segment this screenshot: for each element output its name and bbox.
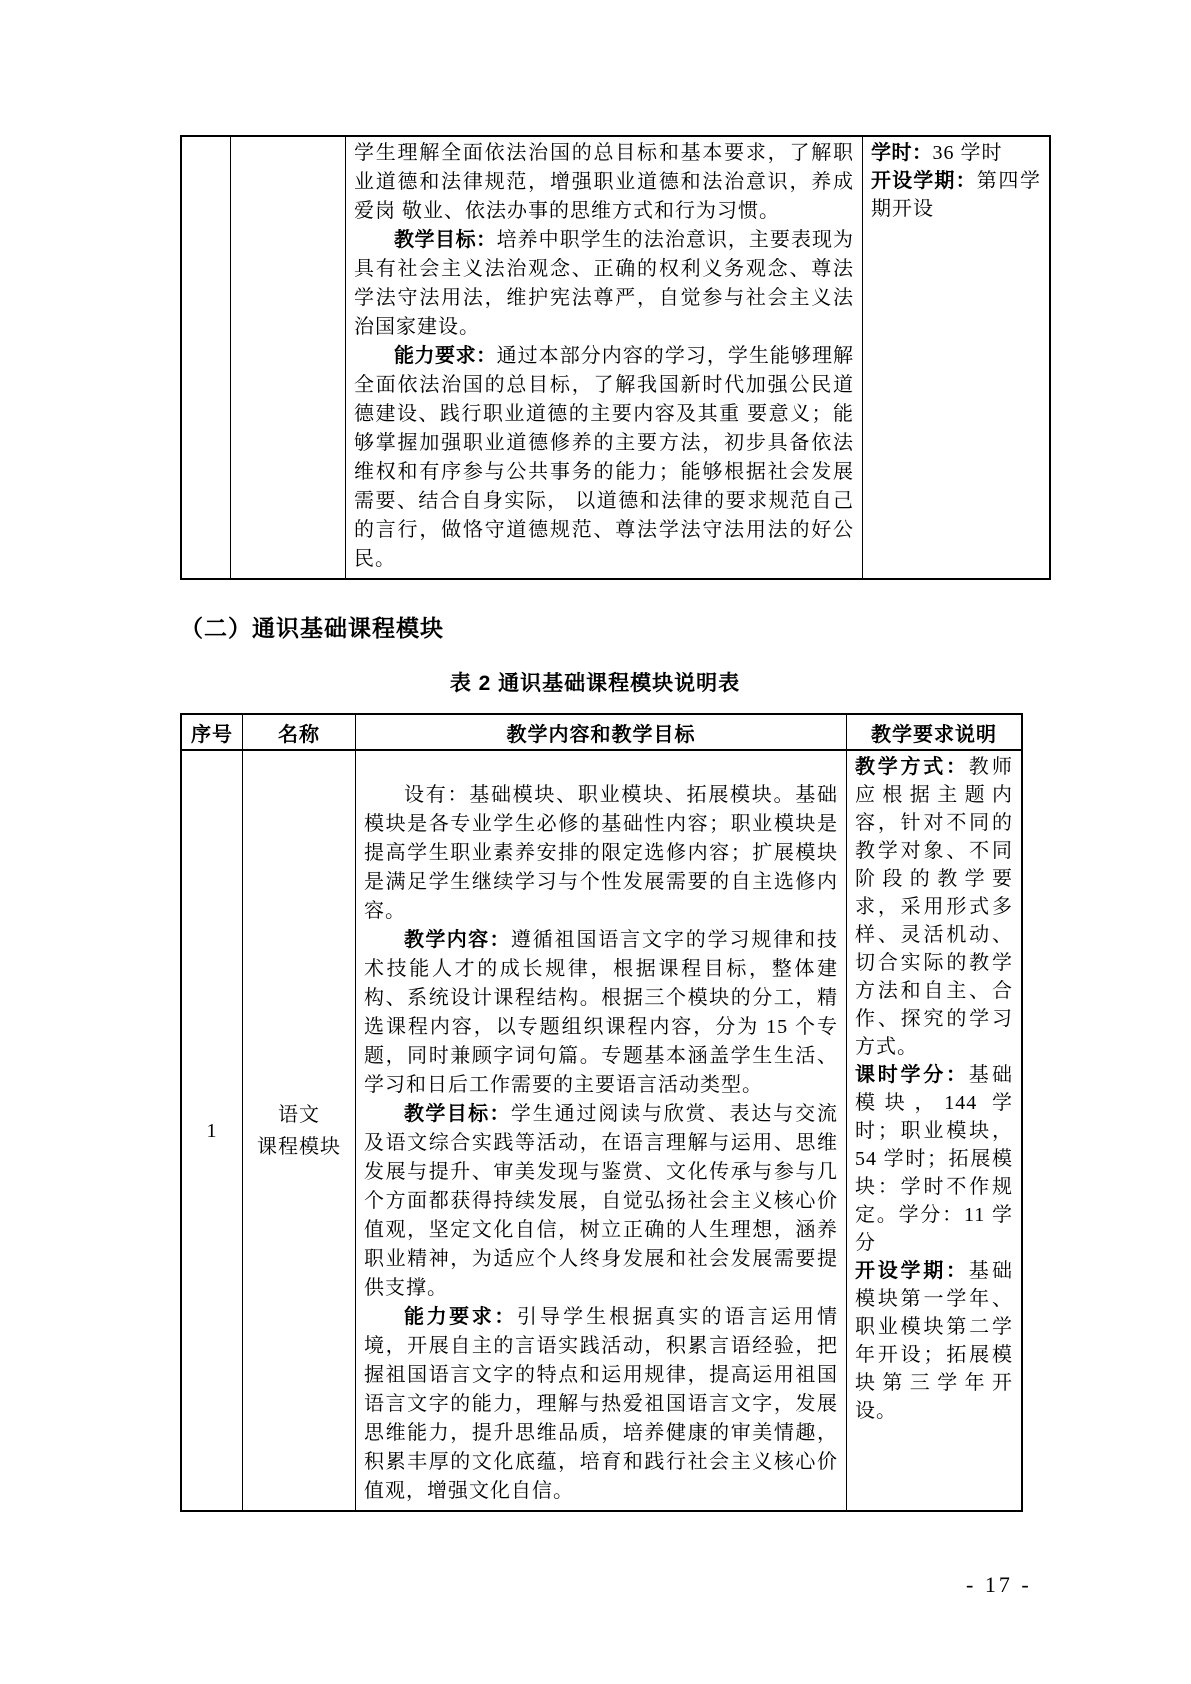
seq-cell-empty	[181, 136, 231, 579]
header-name: 名称	[243, 714, 356, 750]
name-cell-empty	[231, 136, 346, 579]
paragraph-text: 基础模块第一学年、职业模块第二学年开设；拓展模块第三学年开设。	[855, 1260, 1013, 1422]
paragraph	[855, 753, 1013, 1061]
paragraph	[364, 1100, 838, 1303]
paragraph-text: 引导学生根据真实的语言运用情境，开展自主的言语实践活动，积累言语经验，把握祖国语言文字的特点和运用规律，提高运用祖国语言文字的能力，理解与热爱祖国语言文字，发展思维能力，提升思维品质，培养健康的审美情趣，积累丰厚的文化底蕴，培育和践行社会主义核心价值观，增强文化自信。	[364, 1306, 839, 1502]
table-row	[181, 136, 1050, 579]
paragraph-label: 能力要求：	[394, 345, 497, 367]
paragraph	[871, 139, 1041, 167]
paragraph-label: 开设学期：	[871, 170, 977, 192]
paragraph-text: 教师应根据主题内容，针对不同的教学对象、不同阶段的教学要求，采用形式多样、灵活机动、切合实际的教学方法和自主、合作、探究的学习方式。	[855, 756, 1013, 1058]
teaching-requirement-cell	[863, 136, 1051, 579]
header-requirements: 教学要求说明	[847, 714, 1023, 750]
paragraph	[855, 1257, 1013, 1425]
paragraph-text: 基础模块，144 学时；职业模块，54 学时；拓展模块：学时不作规定。学分：11 学分	[855, 1064, 1013, 1254]
paragraph-text: 设有：基础模块、职业模块、拓展模块。基础模块是各专业学生必修的基础性内容；职业模块是提高学生职业素养安排的限定选修内容；扩展模块是满足学生继续学习与个性发展需要的自主选修内容。	[364, 784, 838, 922]
table-row-chinese-course	[181, 750, 1022, 1511]
paragraph-label: 教学目标：	[404, 1103, 511, 1125]
teaching-requirement-cell	[847, 750, 1023, 1511]
paragraph-label: 教学方式：	[855, 756, 969, 778]
paragraph-label: 教学内容：	[404, 929, 511, 951]
paragraph-label: 教学目标：	[394, 229, 497, 251]
course-name-line: 课程模块	[257, 1135, 341, 1158]
seq-cell: 1	[181, 750, 243, 1511]
paragraph-text: 学生理解全面依法治国的总目标和基本要求，了解职业道德和法律规范，增强职业道德和法治意识，养成爱岗 敬业、依法办事的思维方式和行为习惯。	[354, 142, 854, 222]
paragraph-text: 培养中职学生的法治意识，主要表现为具有社会主义法治观念、正确的权利义务观念、尊法学法守法用法，维护宪法尊严，自觉参与社会主义法治国家建设。	[354, 229, 855, 338]
paragraph-label: 课时学分：	[855, 1064, 969, 1086]
paragraph	[364, 781, 838, 926]
header-seq: 序号	[181, 714, 243, 750]
paragraph-label: 开设学期：	[855, 1260, 969, 1282]
teaching-content-cell	[346, 136, 863, 579]
section-heading: （二）通识基础课程模块	[180, 615, 444, 641]
course-name-line: 语文	[278, 1103, 320, 1126]
header-content: 教学内容和教学目标	[356, 714, 847, 750]
paragraph	[364, 1303, 838, 1506]
name-cell	[243, 750, 356, 1511]
paragraph	[364, 926, 838, 1100]
table-header-row	[181, 714, 1022, 750]
paragraph	[855, 1061, 1013, 1257]
paragraph-text: 36 学时	[932, 142, 1003, 164]
paragraph	[354, 139, 854, 226]
course-table-continuation	[180, 135, 1051, 580]
paragraph	[354, 226, 854, 342]
paragraph	[871, 167, 1041, 223]
general-basic-course-table	[180, 713, 1023, 1512]
teaching-content-cell	[356, 750, 847, 1511]
page-number: - 17 -	[966, 1572, 1032, 1597]
paragraph-label: 学时：	[871, 142, 933, 164]
page-content	[180, 135, 1042, 1512]
paragraph	[354, 342, 854, 574]
paragraph-text: 第四学期开设	[871, 170, 1042, 220]
table-caption: 表 2 通识基础课程模块说明表	[449, 672, 741, 695]
paragraph-text: 学生通过阅读与欣赏、表达与交流及语文综合实践等活动，在语言理解与运用、思维发展与提升、审美发现与鉴赏、文化传承与参与几个方面都获得持续发展，自觉弘扬社会主义核心价值观，坚定文化自信，树立正确的人生理想，涵养职业精神，为适应个人终身发展和社会发展需要提供支撑。	[364, 1103, 839, 1299]
paragraph-text: 通过本部分内容的学习，学生能够理解全面依法治国的总目标，了解我国新时代加强公民道德建设、践行职业道德的主要内容及其重 要意义；能够掌握加强职业道德修养的主要方法，初步具备依法维权和有序参与公共事务的能力；能够根据社会发展需要、结合自身实际， 以道德和法律的要求规范自己的言行，做恪守道德规范、尊法学法守法用法的好公民。	[354, 345, 855, 570]
paragraph-text: 遵循祖国语言文字的学习规律和技术技能人才的成长规律，根据课程目标，整体建构、系统设计课程结构。根据三个模块的分工，精选课程内容，以专题组织课程内容，分为 15 个专题，同时兼顾字词句篇。专题基本涵盖学生生活、学习和日后工作需要的主要语言活动类型。	[364, 929, 839, 1096]
paragraph-label: 能力要求：	[404, 1306, 517, 1328]
